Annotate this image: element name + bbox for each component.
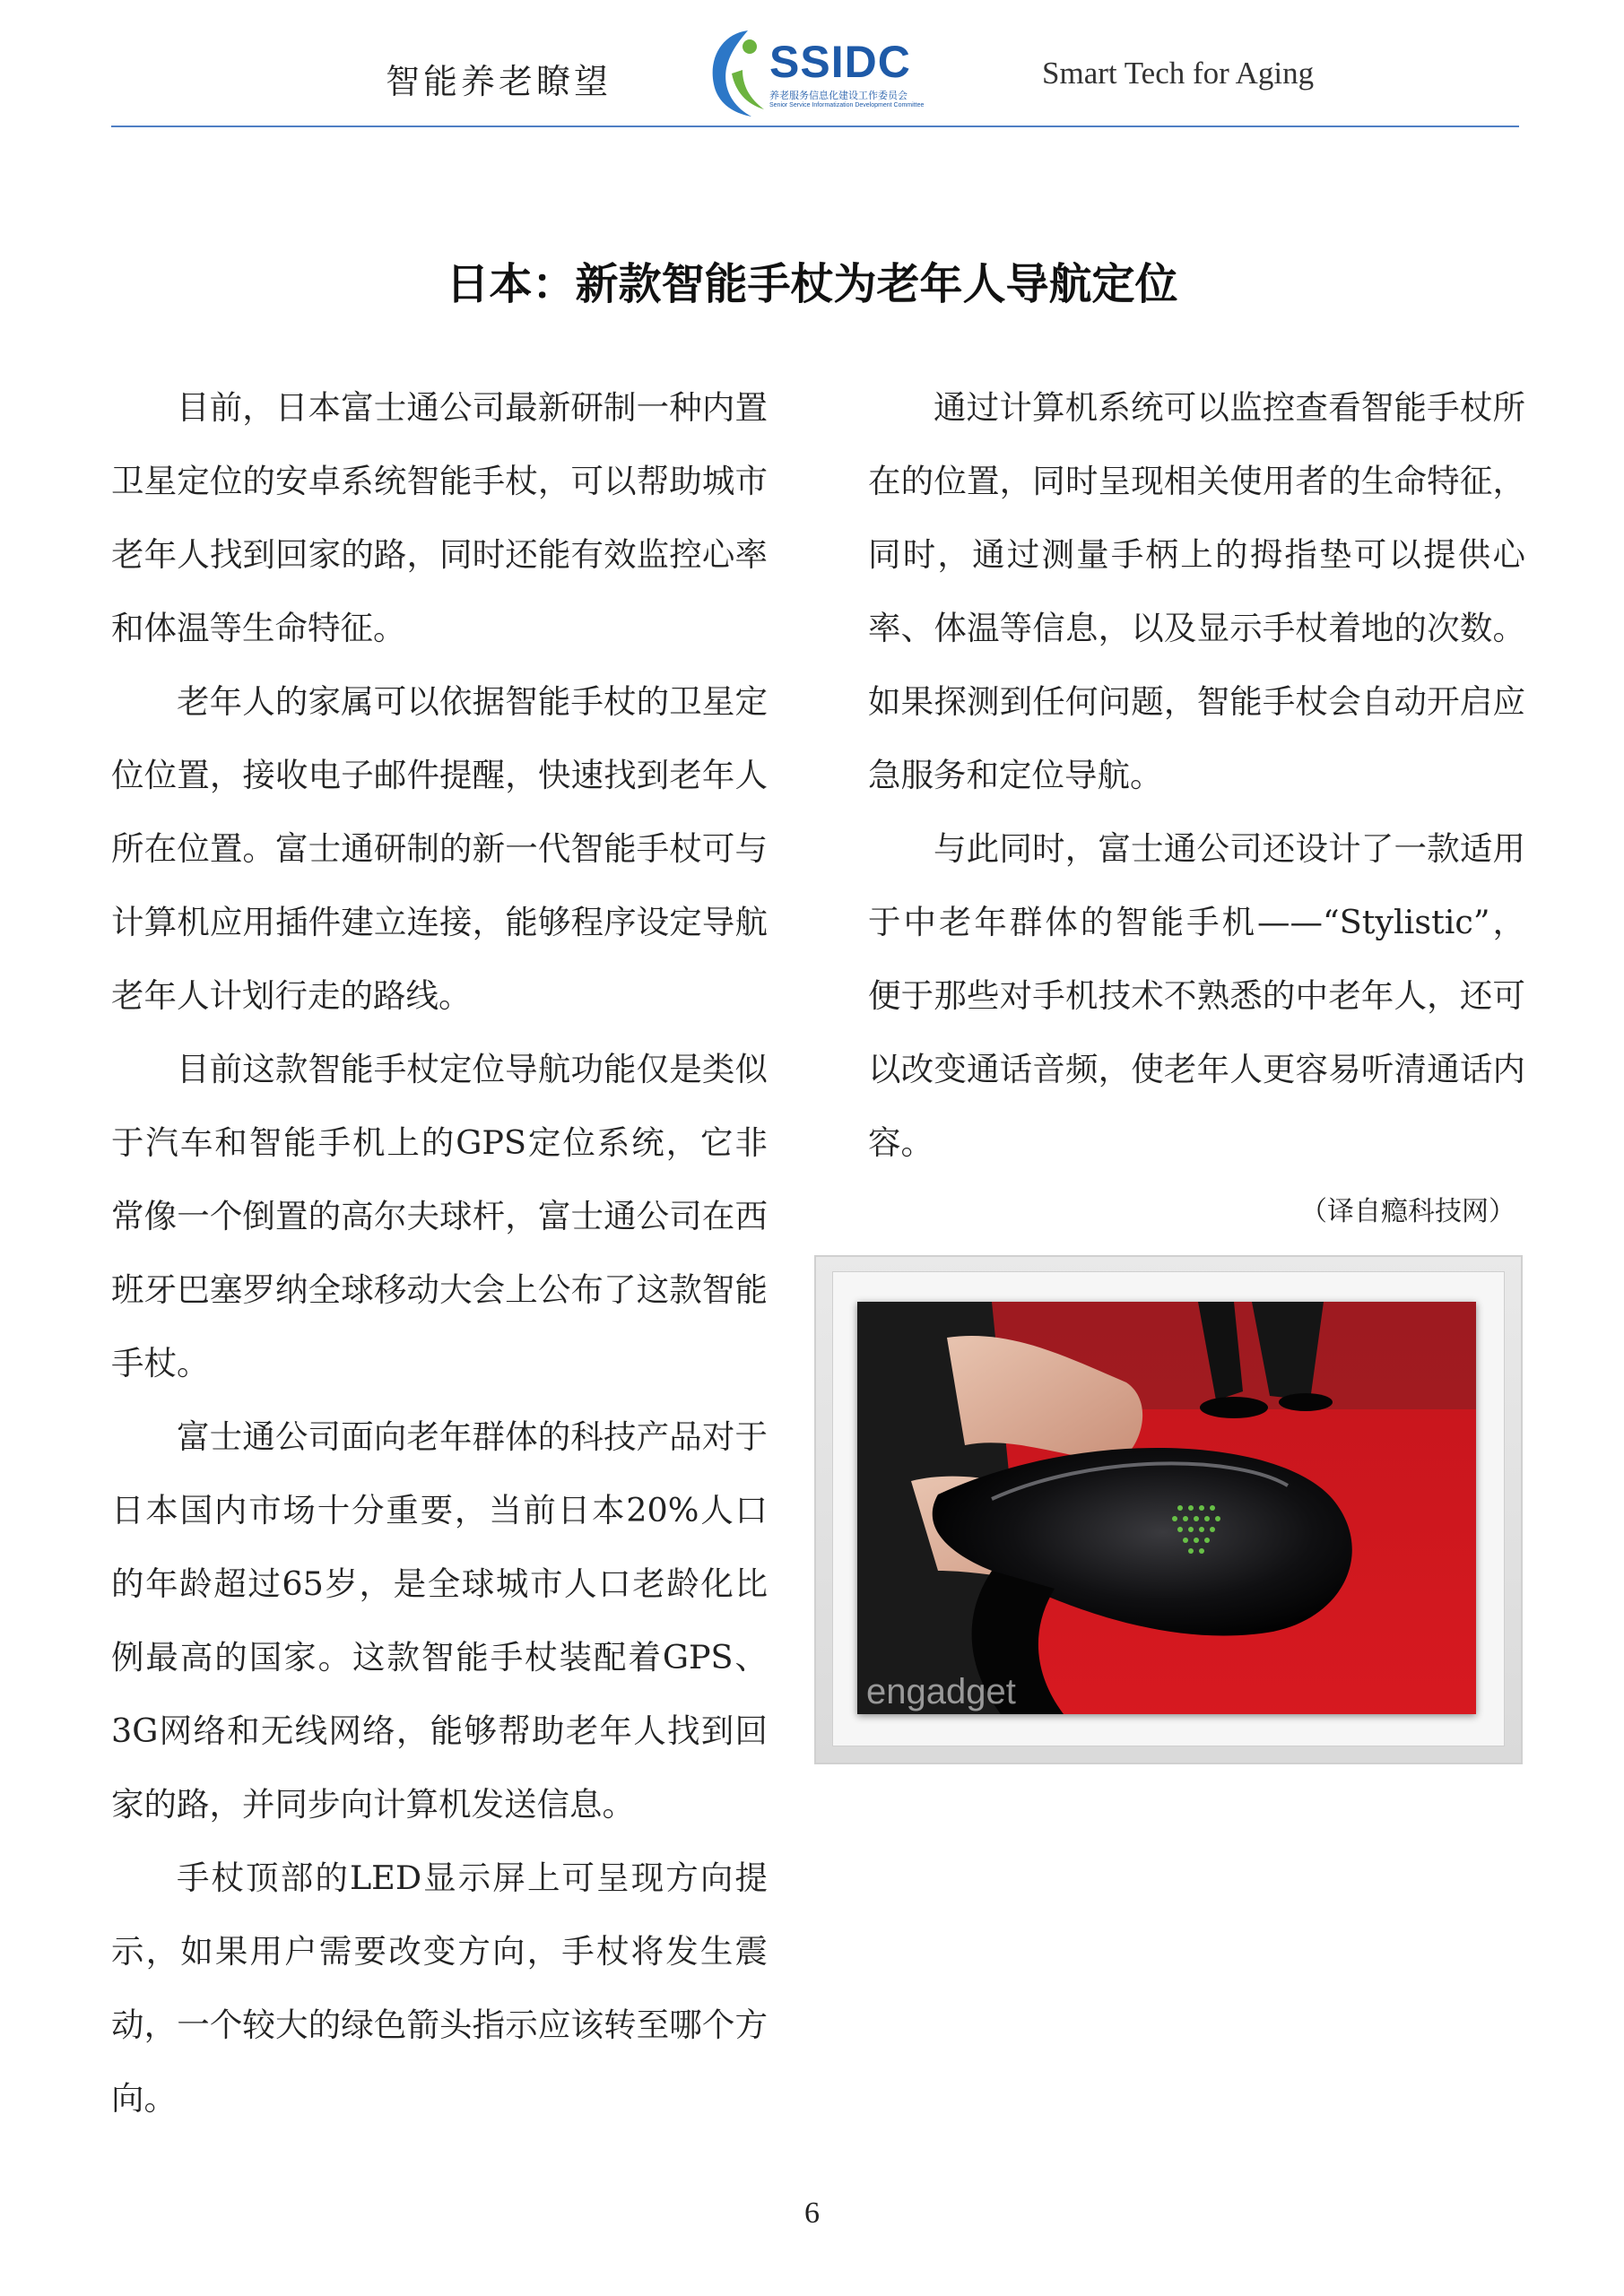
header-right-title: Smart Tech for Aging bbox=[1042, 56, 1315, 91]
header-divider bbox=[111, 126, 1519, 127]
ssidc-logo bbox=[705, 20, 925, 126]
logo-figure-icon bbox=[705, 20, 777, 126]
photo-watermark: engadget bbox=[866, 1672, 1016, 1711]
paragraph: 目前这款智能手杖定位导航功能仅是类似于汽车和智能手机上的GPS定位系统，它非常像一个倒置的高尔夫球杆，富士通公司在西班牙巴塞罗纳全球移动大会上公布了这款智能手杖。 bbox=[111, 1050, 768, 1382]
paragraph: 通过计算机系统可以监控查看智能手杖所在的位置，同时呈现相关使用者的生命特征，同时，通过测量手柄上的拇指垫可以提供心率、体温等信息，以及显示手杖着地的次数。如果探测到任何问题，智能手杖会自动开启应急服务和定位导航。 bbox=[868, 388, 1525, 794]
logo-subtitle-cn: 养老服务信息化建设工作委员会 bbox=[769, 90, 908, 101]
right-column bbox=[868, 371, 1525, 1180]
paragraph: 手杖顶部的LED显示屏上可呈现方向提示，如果用户需要改变方向，手杖将发生震动，一个较大的绿色箭头指示应该转至哪个方向。 bbox=[111, 1858, 768, 2118]
paragraph: 与此同时，富士通公司还设计了一款适用于中老年群体的智能手机——“Stylistic”，便于那些对手机技术不熟悉的中老年人，还可以改变通话音频，使老年人更容易听清通话内容。 bbox=[868, 829, 1525, 1162]
page-number: 6 bbox=[804, 2196, 820, 2230]
smart-cane-photo bbox=[857, 1302, 1476, 1714]
article-title: 日本：新款智能手杖为老年人导航定位 bbox=[446, 259, 1178, 309]
logo-subtitle-en: Senior Service Informatization Development Committee bbox=[769, 102, 925, 108]
logo-title: SSIDC bbox=[769, 37, 911, 87]
page-header bbox=[0, 0, 1624, 134]
paragraph: 富士通公司面向老年群体的科技产品对于日本国内市场十分重要，当前日本20%人口的年龄超过65岁，是全球城市人口老龄化比例最高的国家。这款智能手杖装配着GPS、3G网络和无线网络，能够帮助老年人找到回家的路，并同步向计算机发送信息。 bbox=[111, 1417, 768, 1824]
article-source: （译自瘾科技网） bbox=[1300, 1196, 1515, 1227]
paragraph: 目前，日本富士通公司最新研制一种内置卫星定位的安卓系统智能手杖，可以帮助城市老年人找到回家的路，同时还能有效监控心率和体温等生命特征。 bbox=[111, 388, 768, 647]
header-left-title: 智能养老瞭望 bbox=[386, 62, 612, 101]
photo-frame bbox=[814, 1255, 1523, 1764]
left-column bbox=[111, 371, 768, 2136]
paragraph: 老年人的家属可以依据智能手杖的卫星定位位置，接收电子邮件提醒，快速找到老年人所在位置。富士通研制的新一代智能手杖可与计算机应用插件建立连接，能够程序设定导航老年人计划行走的路线。 bbox=[111, 682, 768, 1015]
